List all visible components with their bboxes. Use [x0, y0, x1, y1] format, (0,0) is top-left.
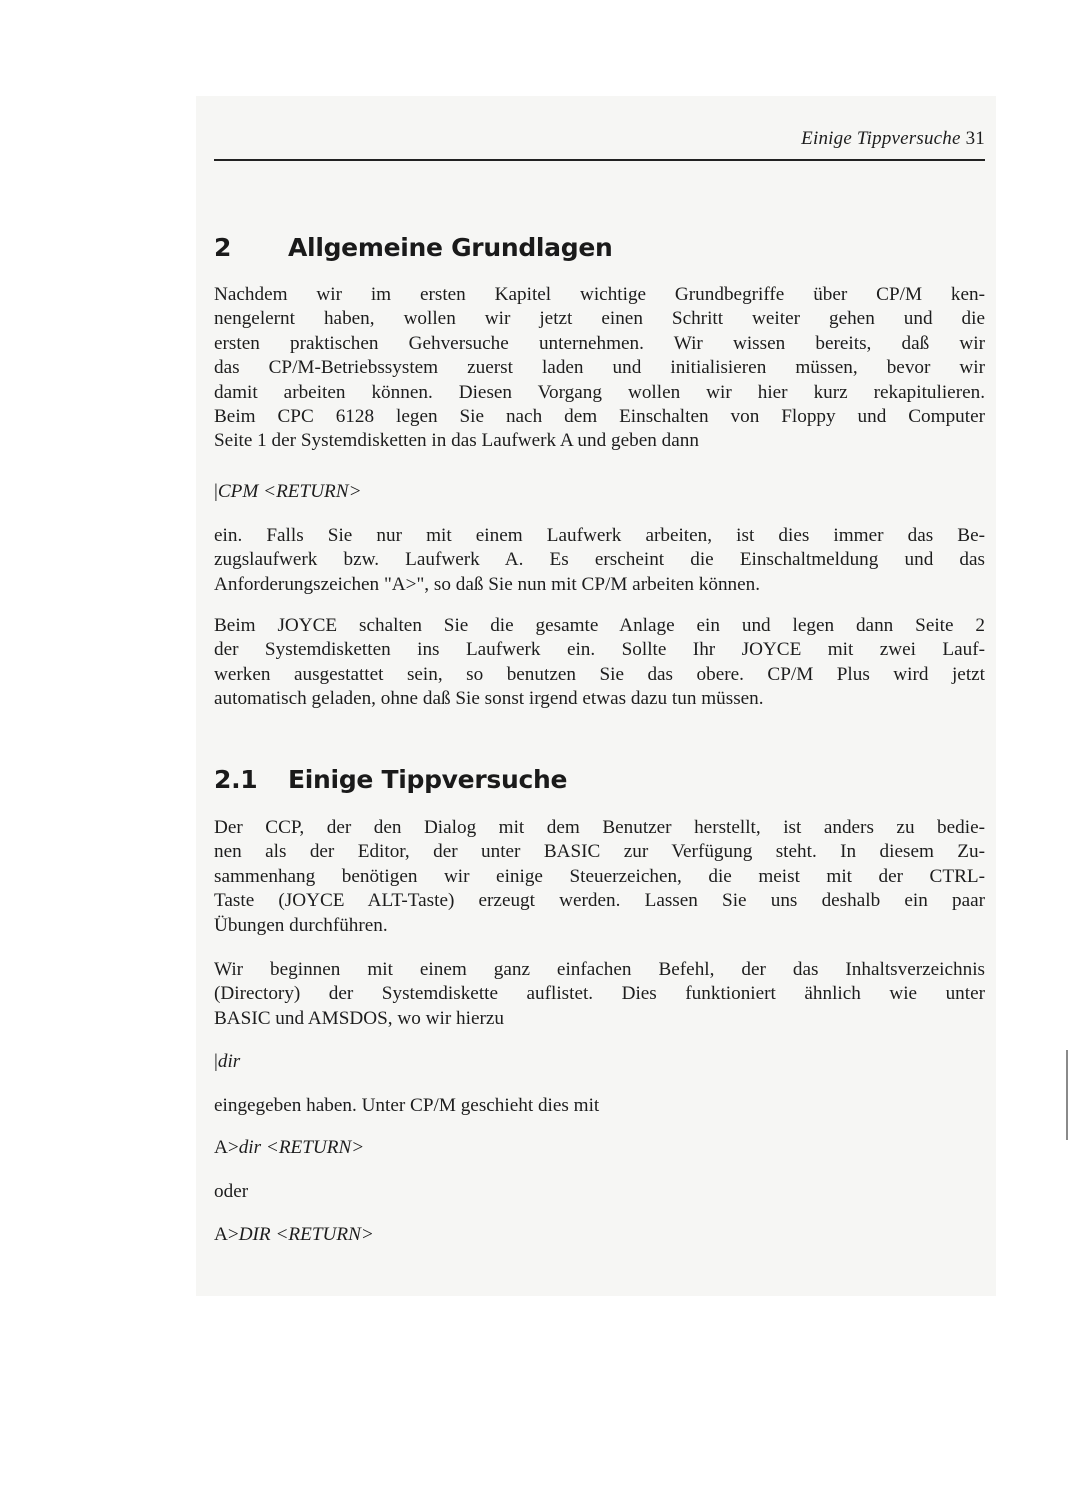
text-line: Beim JOYCE schalten Sie die gesamte Anlage ein und legen dann Seite 2 [214, 615, 985, 636]
code-prefix: A> [214, 1224, 239, 1245]
paragraph-6 [214, 1095, 599, 1117]
text-line: damit arbeiten können. Diesen Vorgang wollen wir hier kurz rekapitulieren. [214, 381, 985, 403]
paragraph-1 [214, 283, 985, 454]
code-prefix: | [214, 481, 218, 502]
section-number: 2.1 [214, 765, 258, 794]
paragraph-5 [214, 958, 985, 1031]
text-line: ein. Falls Sie nur mit einem Laufwerk arbeiten, ist dies immer das Be- [214, 525, 985, 546]
text-line: oder [214, 1181, 249, 1202]
running-header [214, 128, 985, 150]
text-line: Übungen durchführen. [214, 914, 388, 936]
text-line: werken ausgestattet sein, so benutzen Sie das obere. CP/M Plus wird jetzt [214, 663, 985, 685]
text-line: das CP/M-Betriebssystem zuerst laden und initialisieren müssen, bevor wir [214, 357, 985, 379]
paragraph-7 [214, 1181, 248, 1203]
text-line: der Systemdisketten ins Laufwerk ein. Sollte Ihr JOYCE mit zwei Lauf- [214, 639, 985, 661]
header-rule [214, 159, 985, 161]
paragraph-4 [214, 816, 985, 938]
code-prefix: | [214, 1051, 218, 1072]
code-command: CPM <RETURN> [217, 481, 362, 502]
text-line: Taste (JOYCE ALT-Taste) erzeugt werden. Lassen Sie uns deshalb ein paar [214, 890, 985, 912]
scan-artifact [1066, 1050, 1068, 1140]
text-line: Anforderungszeichen "A>", so daß Sie nun mit CP/M arbeiten können. [214, 573, 761, 595]
code-example-cpm [214, 481, 362, 503]
chapter-heading [214, 233, 613, 262]
text-line: nen als der Editor, der unter BASIC zur Verfügung steht. In diesem Zu- [214, 841, 985, 863]
code-example-a-dir-upper [214, 1224, 374, 1246]
paragraph-3 [214, 614, 985, 712]
text-line: (Directory) der Systemdiskette auflistet. Dies funktioniert ähnlich wie unter [214, 983, 985, 1005]
code-command: dir <RETURN> [238, 1137, 365, 1158]
code-example-dir [214, 1051, 240, 1073]
text-line: Beim CPC 6128 legen Sie nach dem Einschalten von Floppy und Computer [214, 406, 985, 428]
code-example-a-dir [214, 1137, 364, 1159]
running-title: Einige Tippversuche [801, 128, 961, 149]
section-title: Einige Tippversuche [288, 765, 568, 794]
text-line: Nachdem wir im ersten Kapitel wichtige Grundbegriffe über CP/M ken- [214, 284, 985, 305]
text-line: Seite 1 der Systemdisketten in das Laufwerk A und geben dann [214, 430, 699, 452]
page-number: 31 [965, 128, 985, 149]
text-line: Der CCP, der den Dialog mit dem Benutzer herstellt, ist anders zu bedie- [214, 817, 985, 838]
text-line: zugslaufwerk bzw. Laufwerk A. Es erscheint die Einschaltmeldung und das [214, 549, 985, 571]
chapter-number: 2 [214, 233, 232, 262]
paragraph-2 [214, 524, 985, 597]
section-heading [214, 765, 567, 794]
chapter-title: Allgemeine Grundlagen [288, 233, 613, 262]
text-line: eingegeben haben. Unter CP/M geschieht dies mit [214, 1095, 600, 1116]
text-line: Wir beginnen mit einem ganz einfachen Befehl, der das Inhaltsverzeichnis [214, 959, 985, 980]
code-prefix: A> [214, 1137, 239, 1158]
code-command: dir [217, 1051, 241, 1072]
text-line: ersten praktischen Gehversuche unternehmen. Wir wissen bereits, daß wir [214, 332, 985, 354]
text-line: sammenhang benötigen wir einige Steuerzeichen, die meist mit der CTRL- [214, 865, 985, 887]
code-command: DIR <RETURN> [238, 1224, 374, 1245]
text-line: nengelernt haben, wollen wir jetzt einen Schritt weiter gehen und die [214, 308, 985, 330]
text-line: automatisch geladen, ohne daß Sie sonst irgend etwas dazu tun müssen. [214, 688, 764, 710]
text-line: BASIC und AMSDOS, wo wir hierzu [214, 1007, 504, 1029]
